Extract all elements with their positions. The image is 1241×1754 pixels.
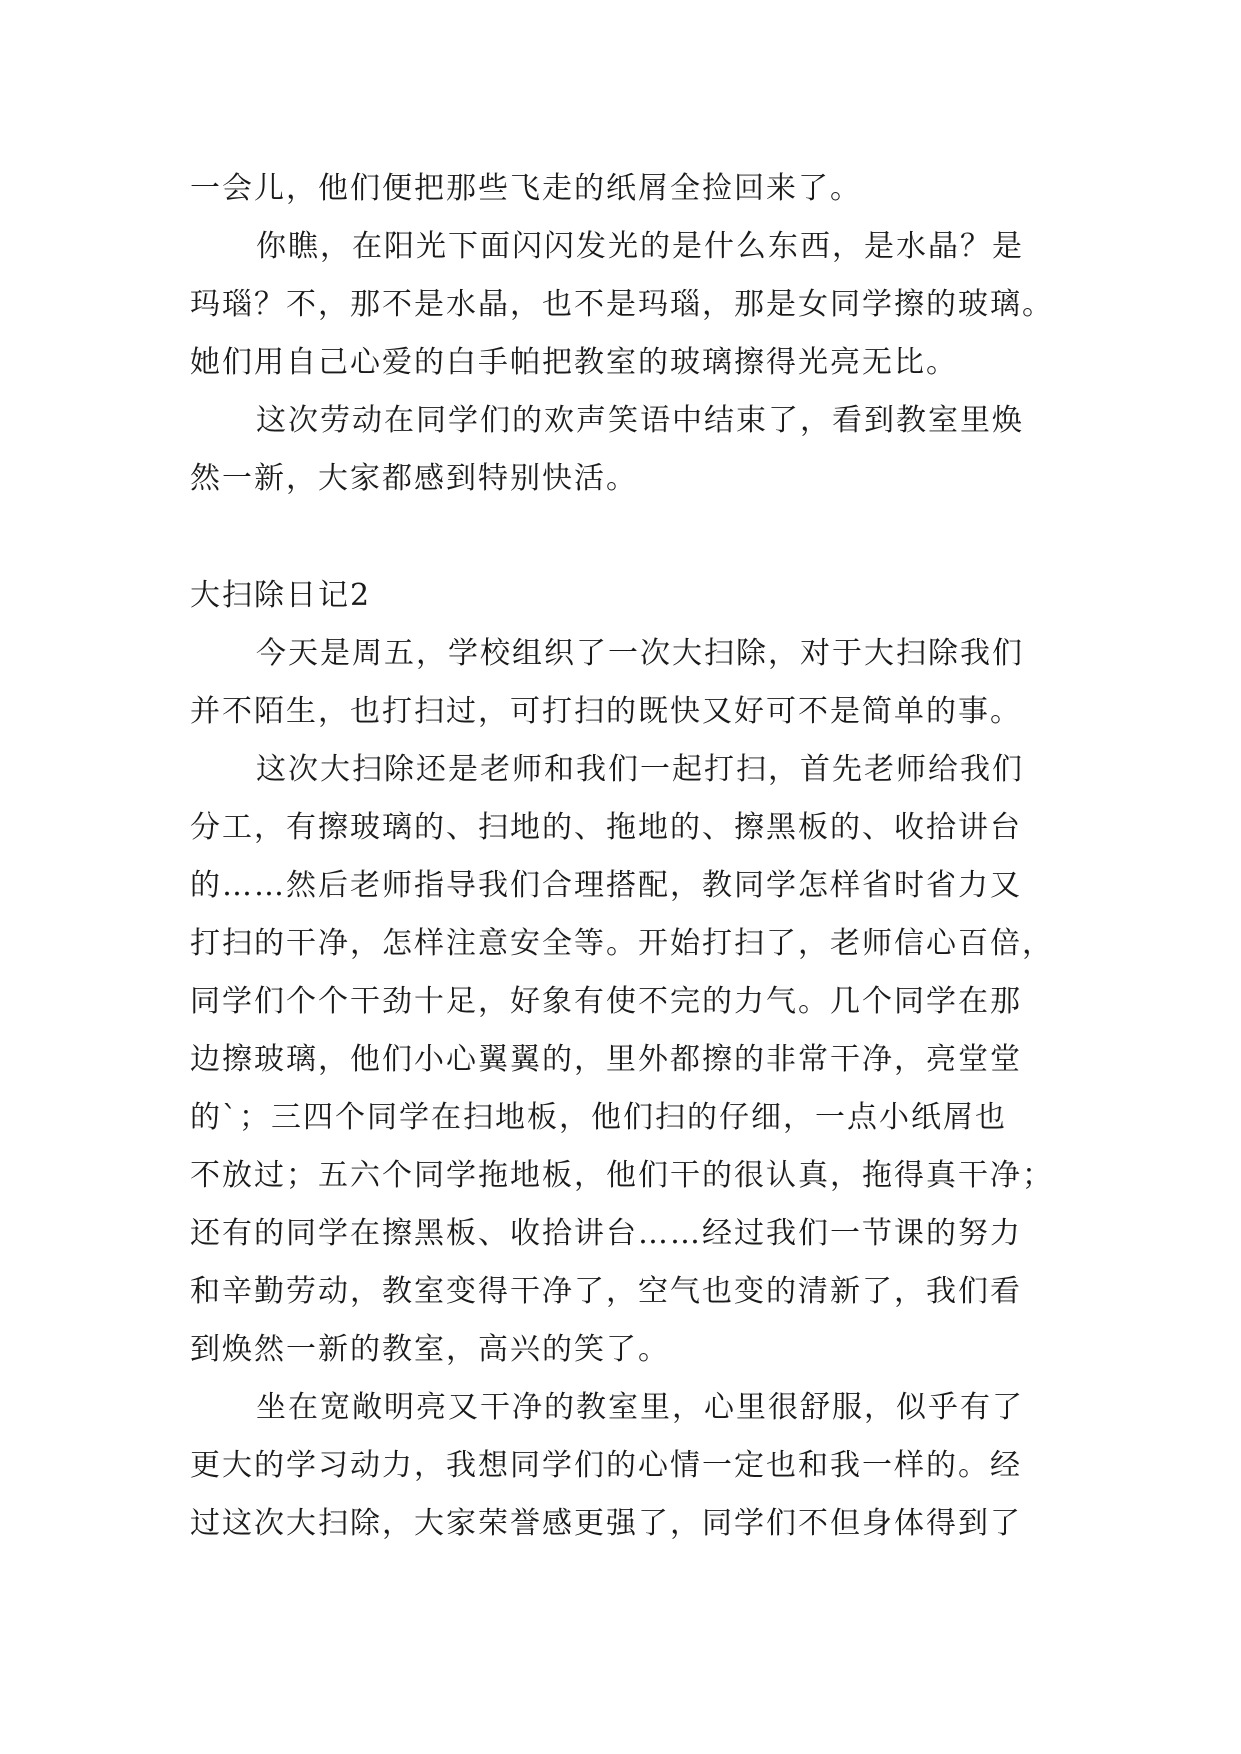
section-title: 大扫除日记2 xyxy=(190,578,372,613)
paragraph-line: 今天是周五，学校组织了一次大扫除，对于大扫除我们 xyxy=(256,636,1024,671)
paragraph-line: 更大的学习动力，我想同学们的心情一定也和我一样的。经 xyxy=(190,1448,1022,1483)
document-body xyxy=(190,160,1070,1553)
paragraph-line: 还有的同学在擦黑板、收拾讲台……经过我们一节课的努力 xyxy=(190,1216,1022,1251)
paragraph-line: 边擦玻璃，他们小心翼翼的，里外都擦的非常干净，亮堂堂 xyxy=(190,1042,1022,1077)
paragraph-line: 然一新，大家都感到特别快活。 xyxy=(190,461,638,496)
paragraph-line: 你瞧，在阳光下面闪闪发光的是什么东西，是水晶？是 xyxy=(256,229,1024,264)
paragraph-line: 这次劳动在同学们的欢声笑语中结束了，看到教室里焕 xyxy=(256,403,1024,438)
paragraph-line: 一会儿，他们便把那些飞走的纸屑全捡回来了。 xyxy=(190,171,862,206)
paragraph-line: 到焕然一新的教室，高兴的笑了。 xyxy=(190,1332,670,1367)
paragraph-line: 和辛勤劳动，教室变得干净了，空气也变的清新了，我们看 xyxy=(190,1274,1022,1309)
paragraph-line: 的……然后老师指导我们合理搭配，教同学怎样省时省力又 xyxy=(190,868,1022,903)
paragraph-line: 玛瑙？不，那不是水晶，也不是玛瑙，那是女同学擦的玻璃。 xyxy=(190,287,1054,322)
paragraph-line: 过这次大扫除，大家荣誉感更强了，同学们不但身体得到了 xyxy=(190,1506,1022,1541)
paragraph-line: 同学们个个干劲十足，好象有使不完的力气。几个同学在那 xyxy=(190,984,1022,1019)
paragraph-line: 她们用自己心爱的白手帕把教室的玻璃擦得光亮无比。 xyxy=(190,345,958,380)
paragraph-line: 打扫的干净，怎样注意安全等。开始打扫了，老师信心百倍， xyxy=(190,926,1054,961)
paragraph-line: 的`；三四个同学在扫地板，他们扫的仔细，一点小纸屑也 xyxy=(190,1100,1007,1135)
paragraph-line: 坐在宽敞明亮又干净的教室里，心里很舒服，似乎有了 xyxy=(256,1390,1024,1425)
paragraph-line: 这次大扫除还是老师和我们一起打扫，首先老师给我们 xyxy=(256,752,1024,787)
paragraph-line: 不放过；五六个同学拖地板，他们干的很认真，拖得真干净； xyxy=(190,1158,1054,1193)
section-spacer xyxy=(190,508,1070,567)
paragraph-line: 分工，有擦玻璃的、扫地的、拖地的、擦黑板的、收拾讲台 xyxy=(190,810,1022,845)
paragraph-line: 并不陌生，也打扫过，可打扫的既快又好可不是简单的事。 xyxy=(190,694,1022,729)
